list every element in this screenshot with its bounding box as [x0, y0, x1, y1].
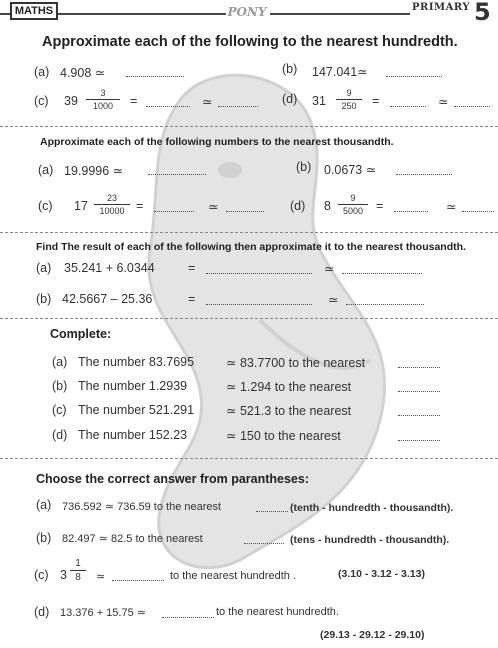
- section-divider-2: [0, 232, 498, 233]
- section-divider-4: [0, 458, 498, 459]
- s1-b-answer-blank[interactable]: [386, 76, 442, 77]
- s4-a-left: The number 83.7695: [78, 355, 195, 369]
- s5-c-label: (c): [34, 568, 49, 582]
- s3-b-equals: =: [188, 292, 196, 306]
- s4-b-left: The number 1.2939: [78, 379, 188, 393]
- s1-b-expr: 147.041≃: [312, 65, 368, 79]
- s2-a-answer-blank[interactable]: [148, 174, 206, 175]
- s1-d-answer-blank-1[interactable]: [390, 106, 426, 107]
- s5-d-text2: to the nearest hundredth.: [216, 606, 339, 618]
- s3-b-expr: 42.5667 – 25.36: [62, 292, 153, 306]
- s5-c-approx: ≃: [96, 571, 106, 583]
- s5-c-options: (3.10 - 3.12 - 3.13): [338, 568, 425, 580]
- s1-c-whole: 39: [64, 94, 78, 108]
- s5-b-label: (b): [36, 531, 52, 545]
- s5-c-answer-blank[interactable]: [112, 580, 164, 581]
- grade-number: 5: [474, 0, 491, 26]
- s4-b-answer-blank[interactable]: [398, 391, 440, 392]
- s2-c-approx: ≃: [208, 200, 219, 214]
- s3-b-approx: ≃: [328, 293, 339, 307]
- section3-title: Find The result of each of the following then approximate it to the nearest thousandth.: [36, 241, 466, 253]
- s1-c-label: (c): [34, 94, 49, 108]
- s5-d-answer-blank[interactable]: [162, 617, 214, 618]
- s4-d-right: ≃ 150 to the nearest: [226, 429, 341, 443]
- s3-a-expr: 35.241 + 6.0344: [64, 261, 155, 275]
- s5-c-whole: 3: [60, 568, 67, 582]
- s5-d-text: 13.376 + 15.75 ≃: [60, 607, 146, 619]
- section5-title: Choose the correct answer from parantheses:: [36, 472, 309, 486]
- s1-d-fraction: $\frac{9}{250}$: [336, 88, 362, 111]
- s2-d-answer-blank-2[interactable]: [462, 211, 494, 212]
- s4-a-label: (a): [52, 355, 68, 369]
- section-divider-3: [0, 318, 498, 319]
- s4-c-answer-blank[interactable]: [398, 415, 440, 416]
- s1-d-label: (d): [282, 92, 298, 106]
- s3-b-answer-blank-2[interactable]: [346, 304, 424, 305]
- pony-logo: PONY: [227, 5, 267, 19]
- s1-d-whole: 31: [312, 94, 326, 108]
- s1-c-answer-blank-1[interactable]: [146, 106, 190, 107]
- s3-b-label: (b): [36, 292, 52, 306]
- s2-b-answer-blank[interactable]: [396, 174, 452, 175]
- s1-d-equals: =: [372, 94, 380, 108]
- s4-c-left: The number 521.291: [78, 403, 195, 417]
- s5-a-answer-blank[interactable]: [256, 511, 288, 512]
- s1-c-fraction: $\frac{3}{1000}$: [86, 88, 120, 111]
- s5-d-label: (d): [34, 605, 50, 619]
- s4-c-right: ≃ 521.3 to the nearest: [226, 404, 352, 418]
- s5-a-text: 736.592 ≃ 736.59 to the nearest: [62, 501, 222, 513]
- level-label: PRIMARY: [412, 2, 470, 13]
- section-divider-1: [0, 126, 498, 127]
- s4-d-label: (d): [52, 428, 68, 442]
- header-rule-right: [270, 13, 410, 15]
- section4-title: Complete:: [50, 327, 112, 341]
- s5-b-text: 82.497 ≃ 82.5 to the nearest: [62, 533, 203, 545]
- s2-b-label: (b): [296, 160, 312, 174]
- s2-c-fraction: $\frac{23}{10000}$: [94, 193, 130, 216]
- s2-b-expr: 0.0673 ≃: [324, 163, 377, 177]
- s2-a-label: (a): [38, 163, 54, 177]
- s2-c-equals: =: [136, 199, 144, 213]
- s5-b-answer-blank[interactable]: [244, 543, 284, 544]
- s2-d-label: (d): [290, 199, 306, 213]
- s2-d-whole: 8: [324, 199, 331, 213]
- s2-d-approx: ≃: [446, 200, 457, 214]
- s3-b-answer-blank-1[interactable]: [206, 304, 312, 305]
- s3-a-answer-blank-2[interactable]: [342, 273, 422, 274]
- s1-a-expr: 4.908 ≃: [60, 66, 106, 80]
- s4-a-right: ≃ 83.7700 to the nearest: [226, 356, 366, 370]
- s3-a-equals: =: [188, 261, 196, 275]
- s5-c-text: to the nearest hundredth .: [170, 570, 296, 582]
- s2-c-answer-blank-1[interactable]: [154, 211, 194, 212]
- s1-c-answer-blank-2[interactable]: [218, 106, 258, 107]
- s3-a-approx: ≃: [324, 262, 335, 276]
- s4-b-label: (b): [52, 379, 68, 393]
- s2-c-answer-blank-2[interactable]: [226, 211, 264, 212]
- s4-c-label: (c): [52, 403, 67, 417]
- s1-a-label: (a): [34, 65, 50, 79]
- s1-d-answer-blank-2[interactable]: [454, 106, 490, 107]
- s4-d-answer-blank[interactable]: [398, 440, 440, 441]
- s5-b-options: (tens - hundredth - thousandth).: [290, 534, 450, 546]
- s2-d-fraction: $\frac{9}{5000}$: [338, 193, 368, 216]
- s1-c-approx: ≃: [202, 95, 213, 109]
- s4-b-right: ≃ 1.294 to the nearest: [226, 380, 352, 394]
- s2-d-answer-blank-1[interactable]: [394, 211, 428, 212]
- section1-title: Approximate each of the following to the nearest hundredth.: [42, 34, 458, 50]
- s5-d-options: (29.13 - 29.12 - 29.10): [320, 629, 425, 641]
- s1-c-equals: =: [130, 94, 138, 108]
- s2-c-whole: 17: [74, 199, 88, 213]
- section2-title: Approximate each of the following numbers to the nearest thousandth.: [40, 136, 394, 148]
- s1-d-approx: ≃: [438, 95, 449, 109]
- s4-a-answer-blank[interactable]: [398, 367, 440, 368]
- subject-badge: MATHS: [10, 2, 58, 20]
- s5-a-label: (a): [36, 498, 52, 512]
- s1-a-answer-blank[interactable]: [126, 76, 184, 77]
- s2-a-expr: 19.9996 ≃: [64, 164, 124, 178]
- s4-d-left: The number 152.23: [78, 428, 188, 442]
- s5-c-fraction: $\frac{1}{8}$: [70, 558, 86, 583]
- s2-d-equals: =: [376, 199, 384, 213]
- s1-b-label: (b): [282, 62, 298, 76]
- s3-a-answer-blank-1[interactable]: [206, 273, 312, 274]
- s2-c-label: (c): [38, 199, 53, 213]
- s5-a-options: (tenth - hundredth - thousandth).: [290, 502, 454, 514]
- s3-a-label: (a): [36, 261, 52, 275]
